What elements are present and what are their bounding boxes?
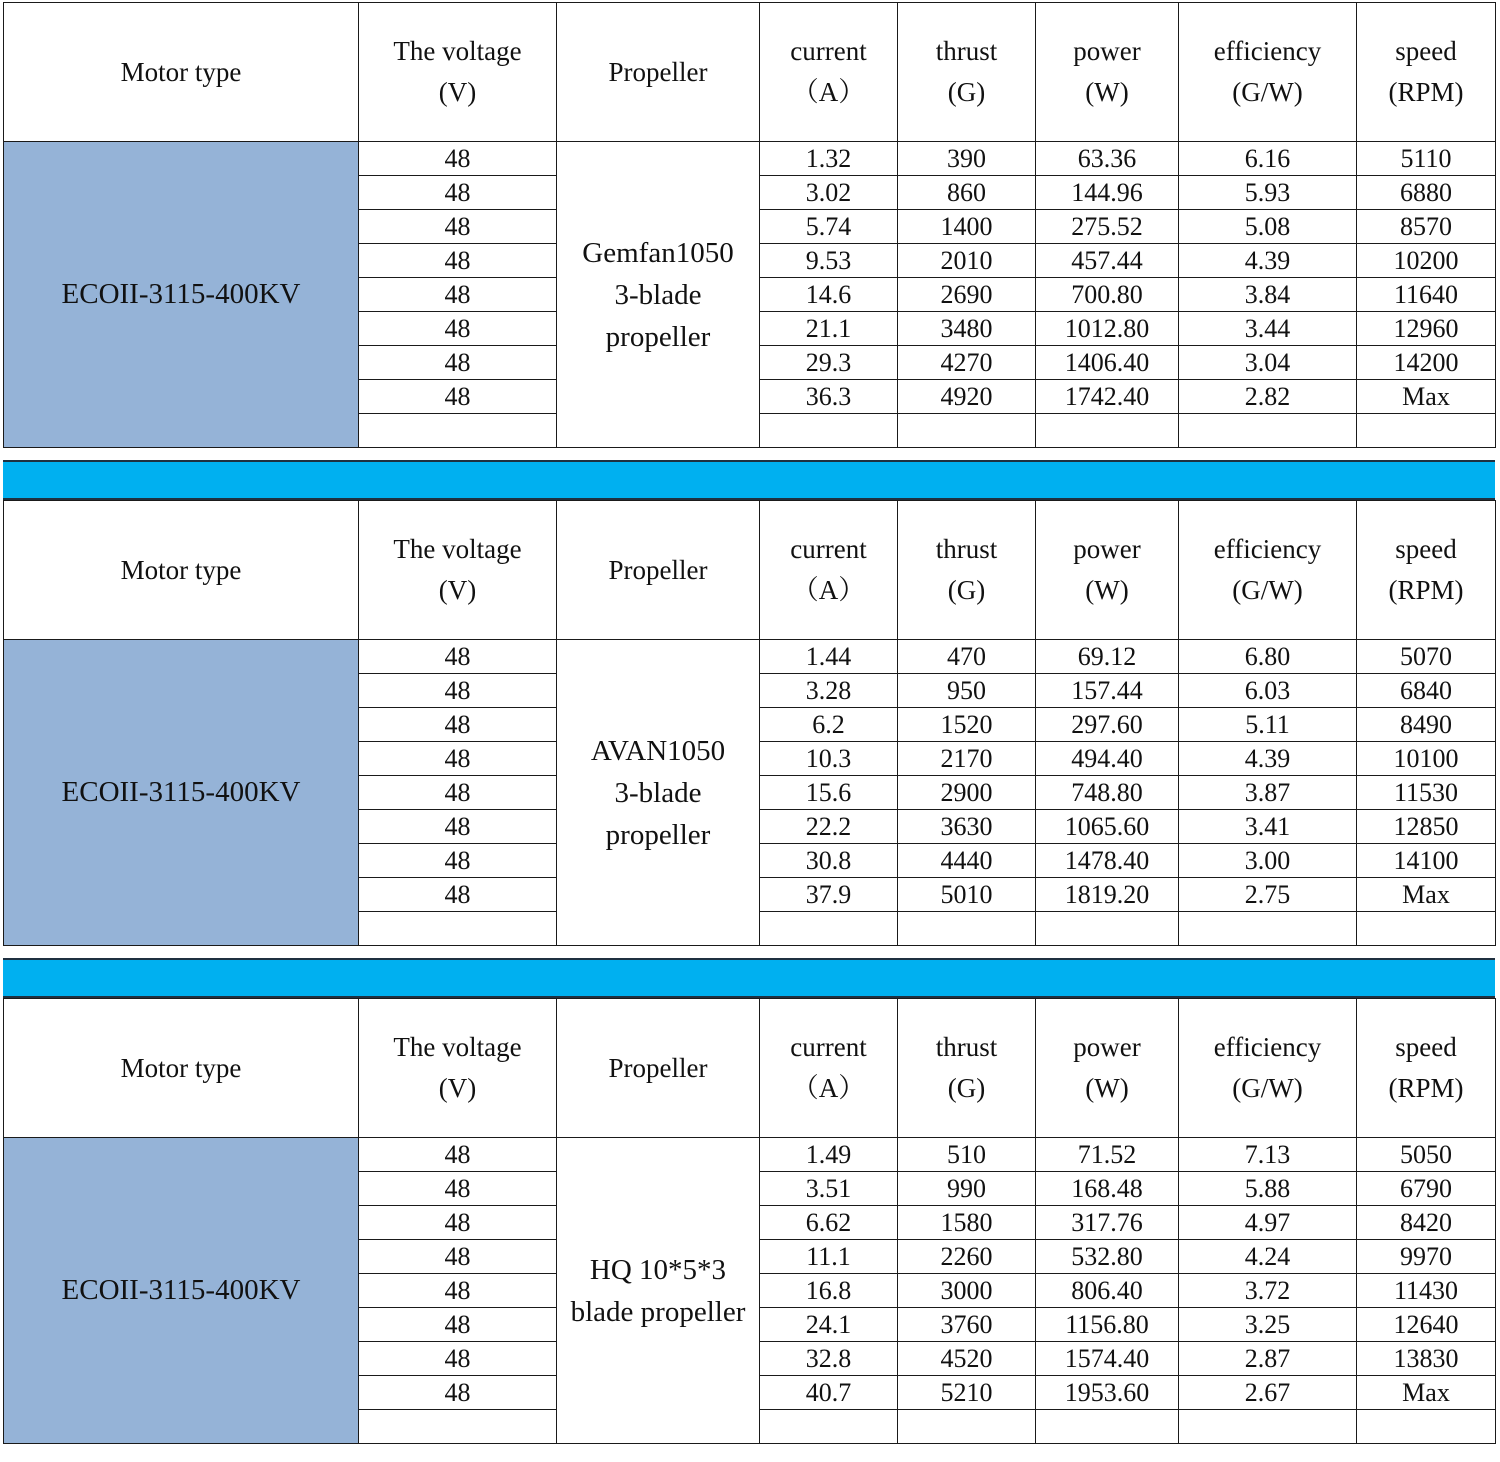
voltage-cell: 48	[359, 1172, 557, 1206]
propeller-label: HQ 10*5*3	[589, 1253, 727, 1286]
header-label: (RPM)	[1388, 575, 1464, 605]
efficiency-cell: 3.41	[1179, 810, 1357, 844]
efficiency-cell: 6.80	[1179, 640, 1357, 674]
header-label: current	[790, 36, 867, 66]
efficiency-cell: 2.67	[1179, 1376, 1357, 1410]
speed-cell: 6880	[1357, 176, 1496, 210]
power-cell: 1012.80	[1036, 312, 1179, 346]
propeller-cell	[557, 640, 760, 946]
header-thrust	[898, 501, 1036, 640]
current-cell: 14.6	[760, 278, 898, 312]
header-label: (W)	[1085, 575, 1129, 605]
thrust-cell: 4440	[898, 844, 1036, 878]
power-cell: 1478.40	[1036, 844, 1179, 878]
power-cell: 1953.60	[1036, 1376, 1179, 1410]
thrust-cell: 3000	[898, 1274, 1036, 1308]
header-label: power	[1073, 36, 1141, 66]
empty-cell	[1179, 414, 1357, 448]
header-row	[4, 999, 1496, 1138]
header-label: thrust	[935, 1032, 998, 1062]
propeller-cell	[557, 1138, 760, 1444]
header-label: current	[790, 534, 867, 564]
voltage-cell: 48	[359, 810, 557, 844]
thrust-cell: 470	[898, 640, 1036, 674]
speed-cell: 8570	[1357, 210, 1496, 244]
power-cell: 157.44	[1036, 674, 1179, 708]
efficiency-cell: 6.16	[1179, 142, 1357, 176]
header-voltage	[359, 501, 557, 640]
voltage-cell: 48	[359, 312, 557, 346]
empty-cell	[1036, 912, 1179, 946]
power-cell: 457.44	[1036, 244, 1179, 278]
header-label: (G/W)	[1232, 575, 1303, 605]
power-cell: 1406.40	[1036, 346, 1179, 380]
empty-cell	[760, 1410, 898, 1444]
motor-type-cell: ECOII-3115-400KV	[4, 1138, 359, 1444]
efficiency-cell: 5.93	[1179, 176, 1357, 210]
speed-cell: 12960	[1357, 312, 1496, 346]
header-label: (G/W)	[1232, 77, 1303, 107]
speed-cell: Max	[1357, 380, 1496, 414]
propeller-cell	[557, 142, 760, 448]
speed-cell: 6840	[1357, 674, 1496, 708]
efficiency-cell: 4.39	[1179, 742, 1357, 776]
efficiency-cell: 4.39	[1179, 244, 1357, 278]
motor-test-table-3	[3, 998, 1495, 1444]
voltage-cell: 48	[359, 708, 557, 742]
thrust-cell: 510	[898, 1138, 1036, 1172]
propeller-label: Gemfan1050	[582, 236, 734, 269]
header-thrust	[898, 999, 1036, 1138]
voltage-cell: 48	[359, 1206, 557, 1240]
header-propeller	[557, 999, 760, 1138]
current-cell: 3.51	[760, 1172, 898, 1206]
header-motor-type	[4, 999, 359, 1138]
efficiency-cell: 6.03	[1179, 674, 1357, 708]
header-label: (G)	[947, 77, 986, 107]
speed-cell: 12850	[1357, 810, 1496, 844]
current-cell: 10.3	[760, 742, 898, 776]
thrust-cell: 2900	[898, 776, 1036, 810]
speed-cell: Max	[1357, 878, 1496, 912]
header-label: (G)	[947, 1073, 986, 1103]
header-label: thrust	[935, 534, 998, 564]
current-cell: 40.7	[760, 1376, 898, 1410]
current-cell: 1.32	[760, 142, 898, 176]
header-label: The voltage	[393, 534, 522, 564]
current-cell: 3.28	[760, 674, 898, 708]
thrust-cell: 3630	[898, 810, 1036, 844]
voltage-cell: 48	[359, 844, 557, 878]
header-propeller	[557, 3, 760, 142]
voltage-cell: 48	[359, 346, 557, 380]
current-cell: 22.2	[760, 810, 898, 844]
efficiency-cell: 4.97	[1179, 1206, 1357, 1240]
header-label: speed	[1395, 1032, 1457, 1062]
power-cell: 69.12	[1036, 640, 1179, 674]
current-cell: 11.1	[760, 1240, 898, 1274]
empty-cell	[1357, 912, 1496, 946]
speed-cell: 5110	[1357, 142, 1496, 176]
efficiency-cell: 3.72	[1179, 1274, 1357, 1308]
speed-cell: 11640	[1357, 278, 1496, 312]
thrust-cell: 390	[898, 142, 1036, 176]
current-cell: 37.9	[760, 878, 898, 912]
header-label: efficiency	[1213, 36, 1322, 66]
current-cell: 32.8	[760, 1342, 898, 1376]
header-current	[760, 3, 898, 142]
thrust-cell: 990	[898, 1172, 1036, 1206]
empty-cell	[898, 414, 1036, 448]
empty-cell	[760, 912, 898, 946]
current-cell: 16.8	[760, 1274, 898, 1308]
current-cell: 1.49	[760, 1138, 898, 1172]
table-row	[4, 142, 1496, 176]
speed-cell: 14100	[1357, 844, 1496, 878]
empty-cell	[359, 912, 557, 946]
power-cell: 71.52	[1036, 1138, 1179, 1172]
header-speed	[1357, 3, 1496, 142]
header-label: （A）	[791, 77, 866, 107]
current-cell: 3.02	[760, 176, 898, 210]
speed-cell: 6790	[1357, 1172, 1496, 1206]
header-label: (W)	[1085, 1073, 1129, 1103]
propeller-label: 3-blade	[614, 776, 702, 809]
thrust-cell: 1520	[898, 708, 1036, 742]
power-cell: 1742.40	[1036, 380, 1179, 414]
thrust-cell: 2260	[898, 1240, 1036, 1274]
voltage-cell: 48	[359, 1342, 557, 1376]
thrust-cell: 2170	[898, 742, 1036, 776]
header-label: (G/W)	[1232, 1073, 1303, 1103]
empty-cell	[359, 414, 557, 448]
current-cell: 6.2	[760, 708, 898, 742]
header-label: speed	[1395, 534, 1457, 564]
header-row	[4, 501, 1496, 640]
thrust-cell: 5210	[898, 1376, 1036, 1410]
header-label: Propeller	[608, 554, 708, 585]
voltage-cell: 48	[359, 1308, 557, 1342]
header-motor-type	[4, 501, 359, 640]
header-label: (V)	[438, 77, 477, 107]
voltage-cell: 48	[359, 878, 557, 912]
header-row	[4, 3, 1496, 142]
current-cell: 15.6	[760, 776, 898, 810]
thrust-cell: 2690	[898, 278, 1036, 312]
header-label: current	[790, 1032, 867, 1062]
voltage-cell: 48	[359, 142, 557, 176]
power-cell: 1574.40	[1036, 1342, 1179, 1376]
empty-cell	[898, 912, 1036, 946]
current-cell: 36.3	[760, 380, 898, 414]
thrust-cell: 2010	[898, 244, 1036, 278]
header-label: efficiency	[1213, 1032, 1322, 1062]
speed-cell: 8420	[1357, 1206, 1496, 1240]
efficiency-cell: 4.24	[1179, 1240, 1357, 1274]
propeller-label: propeller	[605, 818, 711, 851]
table-row	[4, 640, 1496, 674]
voltage-cell: 48	[359, 1376, 557, 1410]
header-label: (G)	[947, 575, 986, 605]
data-table	[3, 998, 1496, 1444]
header-current	[760, 501, 898, 640]
header-efficiency	[1179, 501, 1357, 640]
empty-cell	[760, 414, 898, 448]
power-cell: 144.96	[1036, 176, 1179, 210]
header-label: (RPM)	[1388, 77, 1464, 107]
speed-cell: 11530	[1357, 776, 1496, 810]
power-cell: 1819.20	[1036, 878, 1179, 912]
voltage-cell: 48	[359, 1274, 557, 1308]
header-label: Motor type	[120, 554, 242, 585]
header-label: Motor type	[120, 56, 242, 87]
data-table	[3, 500, 1496, 946]
power-cell: 275.52	[1036, 210, 1179, 244]
header-label: thrust	[935, 36, 998, 66]
header-motor-type	[4, 3, 359, 142]
header-label: (W)	[1085, 77, 1129, 107]
header-label: Motor type	[120, 1052, 242, 1083]
section-separator-band	[3, 958, 1495, 998]
power-cell: 63.36	[1036, 142, 1179, 176]
thrust-cell: 4270	[898, 346, 1036, 380]
thrust-cell: 5010	[898, 878, 1036, 912]
speed-cell: 5050	[1357, 1138, 1496, 1172]
motor-type-cell: ECOII-3115-400KV	[4, 142, 359, 448]
speed-cell: 9970	[1357, 1240, 1496, 1274]
power-cell: 806.40	[1036, 1274, 1179, 1308]
current-cell: 9.53	[760, 244, 898, 278]
power-cell: 494.40	[1036, 742, 1179, 776]
voltage-cell: 48	[359, 278, 557, 312]
header-label: Propeller	[608, 1052, 708, 1083]
header-label: Propeller	[608, 56, 708, 87]
speed-cell: 13830	[1357, 1342, 1496, 1376]
propeller-label: 3-blade	[614, 278, 702, 311]
header-label: power	[1073, 534, 1141, 564]
voltage-cell: 48	[359, 742, 557, 776]
motor-test-table-2	[3, 500, 1495, 946]
current-cell: 5.74	[760, 210, 898, 244]
header-speed	[1357, 501, 1496, 640]
power-cell: 297.60	[1036, 708, 1179, 742]
efficiency-cell: 3.04	[1179, 346, 1357, 380]
table-row	[4, 1138, 1496, 1172]
header-efficiency	[1179, 3, 1357, 142]
voltage-cell: 48	[359, 640, 557, 674]
header-label: The voltage	[393, 36, 522, 66]
current-cell: 1.44	[760, 640, 898, 674]
thrust-cell: 3480	[898, 312, 1036, 346]
speed-cell: 10100	[1357, 742, 1496, 776]
empty-cell	[1357, 414, 1496, 448]
header-label: （A）	[791, 1073, 866, 1103]
speed-cell: 5070	[1357, 640, 1496, 674]
voltage-cell: 48	[359, 210, 557, 244]
voltage-cell: 48	[359, 776, 557, 810]
header-power	[1036, 999, 1179, 1138]
thrust-cell: 3760	[898, 1308, 1036, 1342]
current-cell: 24.1	[760, 1308, 898, 1342]
header-label: （A）	[791, 575, 866, 605]
voltage-cell: 48	[359, 244, 557, 278]
empty-cell	[1179, 912, 1357, 946]
header-label: power	[1073, 1032, 1141, 1062]
power-cell: 317.76	[1036, 1206, 1179, 1240]
header-propeller	[557, 501, 760, 640]
speed-cell: 14200	[1357, 346, 1496, 380]
efficiency-cell: 7.13	[1179, 1138, 1357, 1172]
voltage-cell: 48	[359, 1240, 557, 1274]
empty-cell	[1036, 1410, 1179, 1444]
header-efficiency	[1179, 999, 1357, 1138]
power-cell: 532.80	[1036, 1240, 1179, 1274]
voltage-cell: 48	[359, 674, 557, 708]
propeller-label: propeller	[605, 320, 711, 353]
propeller-label: AVAN1050	[590, 734, 726, 767]
voltage-cell: 48	[359, 176, 557, 210]
header-speed	[1357, 999, 1496, 1138]
header-label: (RPM)	[1388, 1073, 1464, 1103]
data-table	[3, 2, 1496, 448]
header-current	[760, 999, 898, 1138]
efficiency-cell: 5.08	[1179, 210, 1357, 244]
empty-cell	[359, 1410, 557, 1444]
header-label: speed	[1395, 36, 1457, 66]
thrust-cell: 4920	[898, 380, 1036, 414]
efficiency-cell: 2.75	[1179, 878, 1357, 912]
empty-cell	[1357, 1410, 1496, 1444]
efficiency-cell: 2.87	[1179, 1342, 1357, 1376]
header-voltage	[359, 999, 557, 1138]
efficiency-cell: 3.00	[1179, 844, 1357, 878]
current-cell: 21.1	[760, 312, 898, 346]
efficiency-cell: 3.84	[1179, 278, 1357, 312]
current-cell: 6.62	[760, 1206, 898, 1240]
speed-cell: 12640	[1357, 1308, 1496, 1342]
empty-cell	[898, 1410, 1036, 1444]
header-label: The voltage	[393, 1032, 522, 1062]
empty-cell	[1036, 414, 1179, 448]
current-cell: 30.8	[760, 844, 898, 878]
power-cell: 168.48	[1036, 1172, 1179, 1206]
current-cell: 29.3	[760, 346, 898, 380]
speed-cell: 10200	[1357, 244, 1496, 278]
power-cell: 1156.80	[1036, 1308, 1179, 1342]
efficiency-cell: 3.44	[1179, 312, 1357, 346]
thrust-cell: 860	[898, 176, 1036, 210]
thrust-cell: 1580	[898, 1206, 1036, 1240]
voltage-cell: 48	[359, 380, 557, 414]
power-cell: 748.80	[1036, 776, 1179, 810]
header-thrust	[898, 3, 1036, 142]
power-cell: 1065.60	[1036, 810, 1179, 844]
thrust-cell: 4520	[898, 1342, 1036, 1376]
speed-cell: Max	[1357, 1376, 1496, 1410]
power-cell: 700.80	[1036, 278, 1179, 312]
section-separator-band	[3, 460, 1495, 500]
efficiency-cell: 5.88	[1179, 1172, 1357, 1206]
propeller-label: blade propeller	[570, 1295, 746, 1328]
thrust-cell: 950	[898, 674, 1036, 708]
header-label: (V)	[438, 575, 477, 605]
voltage-cell: 48	[359, 1138, 557, 1172]
efficiency-cell: 3.25	[1179, 1308, 1357, 1342]
header-label: efficiency	[1213, 534, 1322, 564]
efficiency-cell: 2.82	[1179, 380, 1357, 414]
header-voltage	[359, 3, 557, 142]
efficiency-cell: 5.11	[1179, 708, 1357, 742]
motor-test-table-1	[3, 2, 1495, 448]
speed-cell: 8490	[1357, 708, 1496, 742]
speed-cell: 11430	[1357, 1274, 1496, 1308]
header-power	[1036, 501, 1179, 640]
thrust-cell: 1400	[898, 210, 1036, 244]
empty-cell	[1179, 1410, 1357, 1444]
header-label: (V)	[438, 1073, 477, 1103]
header-power	[1036, 3, 1179, 142]
efficiency-cell: 3.87	[1179, 776, 1357, 810]
motor-type-cell: ECOII-3115-400KV	[4, 640, 359, 946]
